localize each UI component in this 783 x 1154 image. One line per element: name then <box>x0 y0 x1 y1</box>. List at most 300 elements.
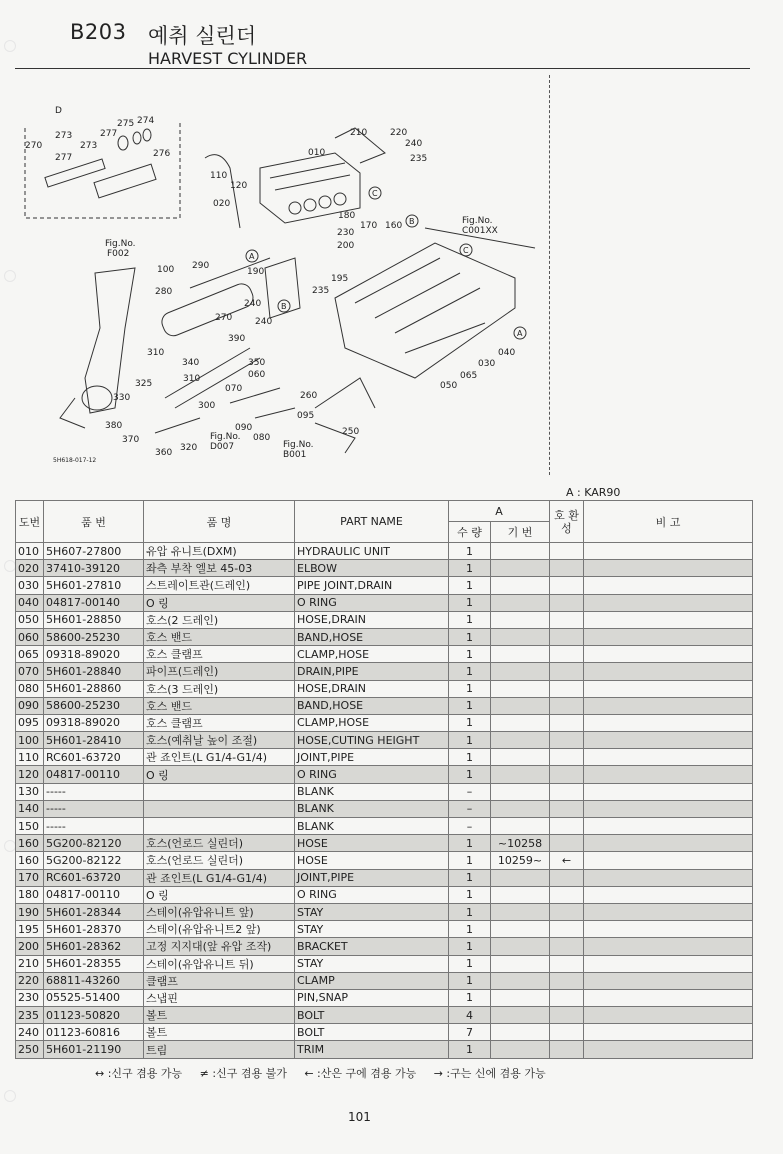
cell-qty: 1 <box>449 560 491 577</box>
cell-remarks <box>584 989 753 1006</box>
cell-part-no: 5H601-28355 <box>44 955 144 972</box>
cell-interchange <box>550 1024 584 1041</box>
cell-part-no: 5H601-28344 <box>44 903 144 920</box>
cell-remarks <box>584 594 753 611</box>
header-part-name: PART NAME <box>295 501 449 543</box>
exploded-parts-diagram <box>15 78 545 468</box>
cell-qty: 1 <box>449 577 491 594</box>
cell-remarks <box>584 697 753 714</box>
cell-interchange <box>550 989 584 1006</box>
cell-name-ko: 호스(3 드레인) <box>144 680 295 697</box>
svg-text:010: 010 <box>308 148 326 158</box>
svg-text:020: 020 <box>213 199 231 209</box>
cell-remarks <box>584 560 753 577</box>
cell-no: 090 <box>16 697 44 714</box>
svg-text:190: 190 <box>247 267 265 277</box>
cell-part-no: 58600-25230 <box>44 628 144 645</box>
cell-basis <box>491 766 550 783</box>
cell-qty: 7 <box>449 1024 491 1041</box>
cell-part-no: 05525-51400 <box>44 989 144 1006</box>
cell-part-no: 09318-89020 <box>44 646 144 663</box>
cell-name-ko: O 링 <box>144 766 295 783</box>
table-row <box>16 1007 753 1024</box>
cell-basis <box>491 886 550 903</box>
svg-text:030: 030 <box>478 359 496 369</box>
cell-part-no: 5H601-28860 <box>44 680 144 697</box>
cell-remarks <box>584 921 753 938</box>
cell-no: 240 <box>16 1024 44 1041</box>
svg-text:C: C <box>372 189 378 198</box>
cell-part-name: CLAMP <box>295 972 449 989</box>
cell-qty: 1 <box>449 628 491 645</box>
cell-basis <box>491 543 550 560</box>
cell-part-no: 5H601-28370 <box>44 921 144 938</box>
svg-text:070: 070 <box>225 384 243 394</box>
svg-text:270: 270 <box>25 141 43 151</box>
svg-text:260: 260 <box>300 391 318 401</box>
cell-remarks <box>584 886 753 903</box>
cell-remarks <box>584 1024 753 1041</box>
cell-name-ko: 볼트 <box>144 1024 295 1041</box>
cell-name-ko: 고정 지지대(앞 유압 조작) <box>144 938 295 955</box>
svg-text:290: 290 <box>192 261 210 271</box>
svg-text:273: 273 <box>80 141 98 151</box>
cell-part-no: 68811-43260 <box>44 972 144 989</box>
cell-part-name: STAY <box>295 921 449 938</box>
cell-part-name: BAND,HOSE <box>295 697 449 714</box>
cell-qty: – <box>449 783 491 800</box>
cell-part-name: STAY <box>295 903 449 920</box>
svg-text:110: 110 <box>210 171 228 181</box>
cell-interchange <box>550 560 584 577</box>
cell-basis <box>491 663 550 680</box>
cell-name-ko: 호스(언로드 실린더) <box>144 852 295 869</box>
table-row <box>16 818 753 835</box>
cell-no: 130 <box>16 783 44 800</box>
svg-text:Fig.No.: Fig.No. <box>105 239 136 249</box>
cell-no: 100 <box>16 732 44 749</box>
cell-interchange <box>550 714 584 731</box>
table-row <box>16 869 753 886</box>
cell-name-ko: 유압 유니트(DXM) <box>144 543 295 560</box>
svg-text:390: 390 <box>228 334 246 344</box>
cell-basis: 10259~ <box>491 852 550 869</box>
cell-interchange <box>550 886 584 903</box>
cell-no: 065 <box>16 646 44 663</box>
cell-name-ko: 파이프(드레인) <box>144 663 295 680</box>
cell-interchange <box>550 732 584 749</box>
cell-interchange <box>550 955 584 972</box>
svg-text:380: 380 <box>105 421 123 431</box>
svg-text:240: 240 <box>255 317 273 327</box>
cell-name-ko: 호스(언로드 실린더) <box>144 835 295 852</box>
cell-basis <box>491 783 550 800</box>
table-row <box>16 852 753 869</box>
cell-part-name: STAY <box>295 955 449 972</box>
table-row <box>16 732 753 749</box>
table-row <box>16 646 753 663</box>
cell-part-no: 5G200-82122 <box>44 852 144 869</box>
svg-text:350: 350 <box>248 358 266 368</box>
cell-name-ko: 호스(2 드레인) <box>144 611 295 628</box>
cell-qty: 1 <box>449 869 491 886</box>
cell-qty: 1 <box>449 543 491 560</box>
svg-text:D: D <box>55 106 62 116</box>
cell-part-no: 09318-89020 <box>44 714 144 731</box>
cell-name-ko: 스테이(유압유니트 앞) <box>144 903 295 920</box>
svg-text:277: 277 <box>100 129 118 139</box>
header-rule <box>15 68 750 69</box>
legend-item: ↔ :신구 겸용 가능 <box>95 1067 183 1080</box>
header-basis: 기 번 <box>491 522 550 543</box>
cell-basis <box>491 1024 550 1041</box>
cell-interchange <box>550 903 584 920</box>
cell-name-ko: 볼트 <box>144 1007 295 1024</box>
cell-no: 140 <box>16 800 44 817</box>
cell-no: 235 <box>16 1007 44 1024</box>
svg-text:170: 170 <box>360 221 378 231</box>
cell-remarks <box>584 766 753 783</box>
svg-text:310: 310 <box>183 374 201 384</box>
cell-remarks <box>584 938 753 955</box>
cell-part-no: 5H601-28850 <box>44 611 144 628</box>
svg-text:D007: D007 <box>210 442 235 452</box>
cell-name-ko: 관 죠인트(L G1/4-G1/4) <box>144 749 295 766</box>
svg-text:276: 276 <box>153 149 171 159</box>
cell-name-ko <box>144 783 295 800</box>
svg-text:320: 320 <box>180 443 198 453</box>
svg-text:330: 330 <box>113 393 131 403</box>
cell-interchange <box>550 749 584 766</box>
cell-part-name: JOINT,PIPE <box>295 869 449 886</box>
cell-name-ko: O 링 <box>144 594 295 611</box>
svg-text:B: B <box>409 217 415 226</box>
cell-remarks <box>584 577 753 594</box>
cell-remarks <box>584 732 753 749</box>
svg-text:200: 200 <box>337 241 355 251</box>
cell-part-no: 5H601-27810 <box>44 577 144 594</box>
cell-part-name: ELBOW <box>295 560 449 577</box>
cell-part-name: PIPE JOINT,DRAIN <box>295 577 449 594</box>
cell-part-name: O RING <box>295 766 449 783</box>
svg-text:C: C <box>463 246 469 255</box>
cell-qty: 1 <box>449 1041 491 1058</box>
cell-interchange <box>550 938 584 955</box>
cell-part-name: DRAIN,PIPE <box>295 663 449 680</box>
svg-text:160: 160 <box>385 221 403 231</box>
cell-qty: 1 <box>449 886 491 903</box>
cell-part-no: RC601-63720 <box>44 749 144 766</box>
cell-part-name: O RING <box>295 886 449 903</box>
cell-no: 200 <box>16 938 44 955</box>
cell-part-no: 58600-25230 <box>44 697 144 714</box>
cell-interchange <box>550 869 584 886</box>
svg-text:A: A <box>249 252 255 261</box>
table-row <box>16 766 753 783</box>
cell-qty: 1 <box>449 955 491 972</box>
cell-part-no: 5H601-28362 <box>44 938 144 955</box>
legend-item: ≠ :신구 겸용 불가 <box>199 1067 287 1080</box>
cell-basis <box>491 921 550 938</box>
table-row <box>16 1041 753 1058</box>
table-row <box>16 697 753 714</box>
cell-basis <box>491 560 550 577</box>
divider-dashed <box>549 75 550 475</box>
cell-basis <box>491 732 550 749</box>
cell-interchange <box>550 697 584 714</box>
table-row <box>16 714 753 731</box>
table-row <box>16 783 753 800</box>
svg-text:275: 275 <box>117 119 135 129</box>
table-row <box>16 972 753 989</box>
section-code: B203 <box>70 20 127 44</box>
header-qty: 수 량 <box>449 522 491 543</box>
cell-name-ko: 호스 클램프 <box>144 714 295 731</box>
title-korean: 예취 실린더 <box>148 24 257 48</box>
cell-qty: 1 <box>449 697 491 714</box>
cell-part-name: HOSE,DRAIN <box>295 611 449 628</box>
cell-remarks <box>584 818 753 835</box>
cell-interchange <box>550 577 584 594</box>
cell-remarks <box>584 835 753 852</box>
cell-part-name: O RING <box>295 594 449 611</box>
cell-basis <box>491 749 550 766</box>
cell-no: 040 <box>16 594 44 611</box>
cell-basis <box>491 1007 550 1024</box>
svg-text:050: 050 <box>440 381 458 391</box>
header-no: 도번 <box>16 501 44 543</box>
cell-basis <box>491 680 550 697</box>
svg-text:274: 274 <box>137 116 155 126</box>
cell-part-no: 5H601-28840 <box>44 663 144 680</box>
cell-remarks <box>584 628 753 645</box>
cell-no: 080 <box>16 680 44 697</box>
cell-qty: 1 <box>449 680 491 697</box>
cell-no: 030 <box>16 577 44 594</box>
cell-no: 220 <box>16 972 44 989</box>
cell-qty: 1 <box>449 921 491 938</box>
svg-text:F002: F002 <box>107 249 130 259</box>
cell-interchange <box>550 646 584 663</box>
cell-interchange <box>550 818 584 835</box>
cell-part-name: BLANK <box>295 818 449 835</box>
title-english: HARVEST CYLINDER <box>148 49 308 68</box>
cell-remarks <box>584 1007 753 1024</box>
svg-text:240: 240 <box>244 299 262 309</box>
cell-no: 195 <box>16 921 44 938</box>
cell-interchange <box>550 1007 584 1024</box>
svg-text:060: 060 <box>248 370 266 380</box>
cell-qty: 1 <box>449 594 491 611</box>
cell-remarks <box>584 869 753 886</box>
cell-part-name: JOINT,PIPE <box>295 749 449 766</box>
cell-part-name: BRACKET <box>295 938 449 955</box>
cell-part-no: 5G200-82120 <box>44 835 144 852</box>
svg-text:180: 180 <box>338 211 356 221</box>
cell-part-no: ----- <box>44 783 144 800</box>
cell-part-no: 04817-00140 <box>44 594 144 611</box>
cell-interchange <box>550 611 584 628</box>
svg-text:C001XX: C001XX <box>462 226 498 236</box>
header-group-a: A <box>449 501 550 522</box>
cell-part-no: 5H607-27800 <box>44 543 144 560</box>
cell-name-ko: 호스 클램프 <box>144 646 295 663</box>
cell-remarks <box>584 852 753 869</box>
cell-basis <box>491 611 550 628</box>
cell-remarks <box>584 611 753 628</box>
cell-qty: 1 <box>449 852 491 869</box>
header-remarks: 비 고 <box>584 501 753 543</box>
svg-text:Fig.No.: Fig.No. <box>210 432 241 442</box>
cell-no: 160 <box>16 835 44 852</box>
svg-text:B: B <box>281 302 287 311</box>
svg-text:090: 090 <box>235 423 253 433</box>
cell-qty: 1 <box>449 646 491 663</box>
svg-text:040: 040 <box>498 348 516 358</box>
cell-basis <box>491 697 550 714</box>
cell-basis <box>491 1041 550 1058</box>
cell-no: 230 <box>16 989 44 1006</box>
cell-basis <box>491 938 550 955</box>
cell-part-name: BOLT <box>295 1007 449 1024</box>
cell-interchange <box>550 835 584 852</box>
cell-name-ko: 호스 밴드 <box>144 697 295 714</box>
svg-text:235: 235 <box>410 154 428 164</box>
cell-basis <box>491 628 550 645</box>
svg-text:Fig.No.: Fig.No. <box>462 216 493 226</box>
table-row <box>16 628 753 645</box>
legend-item: → :구는 신에 겸용 가능 <box>433 1067 546 1080</box>
table-row <box>16 989 753 1006</box>
cell-remarks <box>584 749 753 766</box>
table-row <box>16 611 753 628</box>
table-row <box>16 921 753 938</box>
svg-text:240: 240 <box>405 139 423 149</box>
cell-basis <box>491 903 550 920</box>
cell-remarks <box>584 903 753 920</box>
cell-part-name: HOSE,DRAIN <box>295 680 449 697</box>
cell-basis <box>491 594 550 611</box>
header-interchange: 호 환 성 <box>550 501 584 543</box>
svg-text:325: 325 <box>135 379 153 389</box>
cell-no: 210 <box>16 955 44 972</box>
cell-qty: 4 <box>449 1007 491 1024</box>
svg-text:120: 120 <box>230 181 248 191</box>
cell-qty: 1 <box>449 611 491 628</box>
svg-text:250: 250 <box>342 427 360 437</box>
svg-text:280: 280 <box>155 287 173 297</box>
svg-text:B001: B001 <box>283 450 307 460</box>
cell-part-name: PIN,SNAP <box>295 989 449 1006</box>
svg-text:340: 340 <box>182 358 200 368</box>
cell-basis <box>491 989 550 1006</box>
cell-name-ko: 좌측 부착 엘보 45-03 <box>144 560 295 577</box>
cell-basis <box>491 714 550 731</box>
cell-interchange <box>550 1041 584 1058</box>
cell-qty: – <box>449 818 491 835</box>
cell-no: 095 <box>16 714 44 731</box>
parts-table <box>15 500 753 1059</box>
cell-remarks <box>584 543 753 560</box>
cell-qty: 1 <box>449 903 491 920</box>
cell-part-name: CLAMP,HOSE <box>295 646 449 663</box>
svg-text:210: 210 <box>350 128 368 138</box>
svg-text:220: 220 <box>390 128 408 138</box>
svg-text:273: 273 <box>55 131 73 141</box>
table-row <box>16 560 753 577</box>
cell-part-no: 01123-60816 <box>44 1024 144 1041</box>
cell-no: 020 <box>16 560 44 577</box>
cell-no: 120 <box>16 766 44 783</box>
cell-interchange <box>550 783 584 800</box>
cell-part-name: HOSE <box>295 852 449 869</box>
cell-qty: 1 <box>449 989 491 1006</box>
cell-name-ko <box>144 800 295 817</box>
cell-basis <box>491 577 550 594</box>
cell-part-name: CLAMP,HOSE <box>295 714 449 731</box>
cell-basis <box>491 818 550 835</box>
cell-remarks <box>584 800 753 817</box>
cell-no: 050 <box>16 611 44 628</box>
cell-qty: 1 <box>449 766 491 783</box>
cell-no: 160 <box>16 852 44 869</box>
cell-interchange <box>550 594 584 611</box>
cell-no: 070 <box>16 663 44 680</box>
table-row <box>16 543 753 560</box>
svg-text:230: 230 <box>337 228 355 238</box>
table-row <box>16 680 753 697</box>
cell-interchange <box>550 663 584 680</box>
cell-no: 150 <box>16 818 44 835</box>
cell-part-no: 5H601-21190 <box>44 1041 144 1058</box>
table-row <box>16 800 753 817</box>
cell-no: 110 <box>16 749 44 766</box>
cell-no: 180 <box>16 886 44 903</box>
cell-remarks <box>584 646 753 663</box>
table-row <box>16 749 753 766</box>
cell-name-ko: 트림 <box>144 1041 295 1058</box>
table-row <box>16 886 753 903</box>
table-row <box>16 594 753 611</box>
cell-basis: ~10258 <box>491 835 550 852</box>
svg-text:300: 300 <box>198 401 216 411</box>
legend-item: ← :산은 구에 겸용 가능 <box>304 1067 417 1080</box>
header-name-ko: 품 명 <box>144 501 295 543</box>
cell-basis <box>491 869 550 886</box>
cell-part-no: ----- <box>44 800 144 817</box>
cell-remarks <box>584 955 753 972</box>
svg-text:310: 310 <box>147 348 165 358</box>
table-row <box>16 663 753 680</box>
table-row <box>16 903 753 920</box>
cell-qty: 1 <box>449 972 491 989</box>
svg-text:100: 100 <box>157 265 175 275</box>
cell-qty: 1 <box>449 714 491 731</box>
cell-part-no: 04817-00110 <box>44 886 144 903</box>
cell-qty: 1 <box>449 732 491 749</box>
cell-part-no: 01123-50820 <box>44 1007 144 1024</box>
cell-qty: 1 <box>449 835 491 852</box>
cell-part-no: 37410-39120 <box>44 560 144 577</box>
cell-remarks <box>584 783 753 800</box>
variant-label: A : KAR90 <box>566 486 621 499</box>
cell-interchange <box>550 972 584 989</box>
svg-text:5H618-017-12: 5H618-017-12 <box>53 457 97 464</box>
compatibility-legend <box>95 1065 546 1081</box>
cell-part-name: HOSE,CUTING HEIGHT <box>295 732 449 749</box>
table-row <box>16 938 753 955</box>
cell-name-ko: 클램프 <box>144 972 295 989</box>
